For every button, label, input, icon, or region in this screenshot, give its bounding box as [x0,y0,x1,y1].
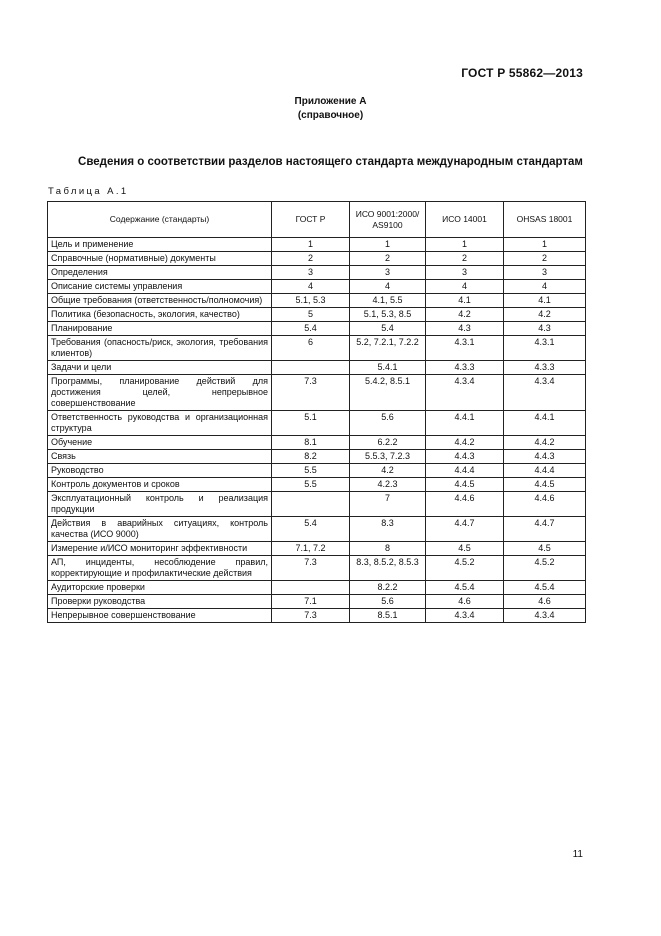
row-content-cell: Непрерывное совершенствование [48,609,272,623]
row-clause-cell: 7 [350,492,426,517]
row-clause-cell: 6.2.2 [350,436,426,450]
table-row [48,478,586,492]
table-row [48,542,586,556]
row-clause-cell: 4.3 [504,322,586,336]
row-clause-cell: 5.4 [350,322,426,336]
table-row [48,336,586,361]
row-clause-cell: 5.5 [272,464,350,478]
row-clause-cell: 4.4.4 [426,464,504,478]
row-clause-cell: 1 [350,238,426,252]
row-clause-cell: 1 [504,238,586,252]
table-row [48,238,586,252]
row-clause-cell [272,361,350,375]
row-clause-cell: 4.4.1 [426,411,504,436]
table-row [48,492,586,517]
row-clause-cell: 4.4.3 [504,450,586,464]
row-clause-cell: 4 [426,280,504,294]
row-clause-cell: 4.3.3 [426,361,504,375]
table-row [48,294,586,308]
table-row [48,595,586,609]
row-content-cell: Эксплуатационный контроль и реализация продукции [48,492,272,517]
row-clause-cell: 4.5.2 [426,556,504,581]
row-content-cell: Справочные (нормативные) документы [48,252,272,266]
table-row [48,375,586,411]
row-clause-cell: 3 [272,266,350,280]
table-row [48,266,586,280]
column-header: Содержание (стандарты) [48,202,272,238]
row-clause-cell: 5.1 [272,411,350,436]
row-content-cell: Задачи и цели [48,361,272,375]
row-content-cell: Ответственность руководства и организационная структура [48,411,272,436]
row-clause-cell: 4.4.6 [426,492,504,517]
table-row [48,252,586,266]
row-clause-cell: 4 [504,280,586,294]
row-clause-cell: 4.4.5 [426,478,504,492]
row-clause-cell: 4.3.4 [504,609,586,623]
row-clause-cell: 4.4.3 [426,450,504,464]
column-header: OHSAS 18001 [504,202,586,238]
row-clause-cell: 5.4 [272,322,350,336]
table-row [48,361,586,375]
row-content-cell: Политика (безопасность, экология, качество) [48,308,272,322]
column-header: ИСО 14001 [426,202,504,238]
row-clause-cell: 4.4.7 [426,517,504,542]
row-clause-cell: 2 [350,252,426,266]
column-header: ИСО 9001:2000/ AS9100 [350,202,426,238]
row-clause-cell: 5.4 [272,517,350,542]
row-content-cell: Цель и применение [48,238,272,252]
row-clause-cell: 4 [350,280,426,294]
row-clause-cell: 4.3.4 [504,375,586,411]
row-clause-cell: 4.2 [426,308,504,322]
row-clause-cell: 8.2 [272,450,350,464]
row-content-cell: Аудиторские проверки [48,581,272,595]
row-clause-cell: 4.4.4 [504,464,586,478]
row-clause-cell: 7.1 [272,595,350,609]
row-content-cell: АП, инциденты, несоблюдение правил, корректирующие и профилактические действия [48,556,272,581]
row-content-cell: Руководство [48,464,272,478]
row-clause-cell: 4.1 [426,294,504,308]
row-content-cell: Определения [48,266,272,280]
table-row [48,450,586,464]
row-clause-cell: 5.1, 5.3, 8.5 [350,308,426,322]
table-row [48,308,586,322]
row-clause-cell: 5.6 [350,595,426,609]
table-label: Таблица А.1 [48,186,129,197]
row-content-cell: Измерение и/ИСО мониторинг эффективности [48,542,272,556]
row-clause-cell: 5.5.3, 7.2.3 [350,450,426,464]
row-clause-cell: 4.4.1 [504,411,586,436]
row-content-cell: Действия в аварийных ситуациях, контроль качества (ИСО 9000) [48,517,272,542]
table-row [48,411,586,436]
row-clause-cell: 4 [272,280,350,294]
row-clause-cell: 4.4.2 [426,436,504,450]
row-clause-cell: 4.6 [426,595,504,609]
table-row [48,322,586,336]
row-clause-cell: 8 [350,542,426,556]
appendix-subtitle: (справочное) [297,110,364,121]
row-clause-cell: 4.4.2 [504,436,586,450]
row-clause-cell: 4.2 [350,464,426,478]
row-clause-cell: 4.3.4 [426,375,504,411]
row-clause-cell: 4.5 [426,542,504,556]
row-clause-cell [272,581,350,595]
row-content-cell: Программы, планирование действий для достижения целей, непрерывное совершенствование [48,375,272,411]
row-clause-cell: 8.1 [272,436,350,450]
row-clause-cell: 4.5 [504,542,586,556]
row-content-cell: Проверки руководства [48,595,272,609]
table-row [48,609,586,623]
row-clause-cell: 7.3 [272,556,350,581]
row-clause-cell: 2 [272,252,350,266]
correspondence-table [47,201,586,623]
row-clause-cell: 1 [272,238,350,252]
row-content-cell: Планирование [48,322,272,336]
row-clause-cell: 5 [272,308,350,322]
row-clause-cell: 6 [272,336,350,361]
row-clause-cell: 4.1 [504,294,586,308]
appendix-title: Приложение А [294,96,367,107]
section-heading: Сведения о соответствии разделов настоящего стандарта международным стандартам [78,156,583,168]
table-body [48,238,586,623]
row-clause-cell: 4.4.7 [504,517,586,542]
table-row [48,464,586,478]
row-content-cell: Требования (опасность/риск, экология, требования клиентов) [48,336,272,361]
row-clause-cell: 4.5.4 [504,581,586,595]
column-header: ГОСТ Р [272,202,350,238]
row-clause-cell: 4.3.3 [504,361,586,375]
row-clause-cell: 1 [426,238,504,252]
row-clause-cell [272,492,350,517]
row-clause-cell: 7.1, 7.2 [272,542,350,556]
row-clause-cell: 4.4.5 [504,478,586,492]
row-clause-cell: 4.2.3 [350,478,426,492]
row-clause-cell: 8.3 [350,517,426,542]
row-clause-cell: 5.4.1 [350,361,426,375]
row-clause-cell: 4.4.6 [504,492,586,517]
row-clause-cell: 3 [504,266,586,280]
standard-code: ГОСТ Р 55862—2013 [461,66,583,80]
row-content-cell: Общие требования (ответственность/полномочия) [48,294,272,308]
page-number: 11 [572,849,583,860]
table-row [48,436,586,450]
table-row [48,581,586,595]
appendix-block [0,95,661,123]
row-clause-cell: 4.5.2 [504,556,586,581]
table-row [48,556,586,581]
row-clause-cell: 5.4.2, 8.5.1 [350,375,426,411]
row-content-cell: Обучение [48,436,272,450]
row-clause-cell: 4.6 [504,595,586,609]
table-row [48,280,586,294]
row-clause-cell: 5.6 [350,411,426,436]
row-clause-cell: 2 [504,252,586,266]
row-content-cell: Связь [48,450,272,464]
row-clause-cell: 5.2, 7.2.1, 7.2.2 [350,336,426,361]
row-clause-cell: 4.5.4 [426,581,504,595]
row-clause-cell: 7.3 [272,609,350,623]
table-row [48,517,586,542]
row-clause-cell: 3 [350,266,426,280]
row-clause-cell: 4.3.1 [504,336,586,361]
row-clause-cell: 5.1, 5.3 [272,294,350,308]
row-clause-cell: 5.5 [272,478,350,492]
row-clause-cell: 8.5.1 [350,609,426,623]
row-clause-cell: 7.3 [272,375,350,411]
row-clause-cell: 4.2 [504,308,586,322]
row-clause-cell: 3 [426,266,504,280]
row-clause-cell: 2 [426,252,504,266]
row-content-cell: Контроль документов и сроков [48,478,272,492]
row-clause-cell: 4.3.4 [426,609,504,623]
row-clause-cell: 8.2.2 [350,581,426,595]
row-clause-cell: 4.3.1 [426,336,504,361]
row-content-cell: Описание системы управления [48,280,272,294]
row-clause-cell: 8.3, 8.5.2, 8.5.3 [350,556,426,581]
row-clause-cell: 4.3 [426,322,504,336]
table-header-row [48,202,586,238]
row-clause-cell: 4.1, 5.5 [350,294,426,308]
